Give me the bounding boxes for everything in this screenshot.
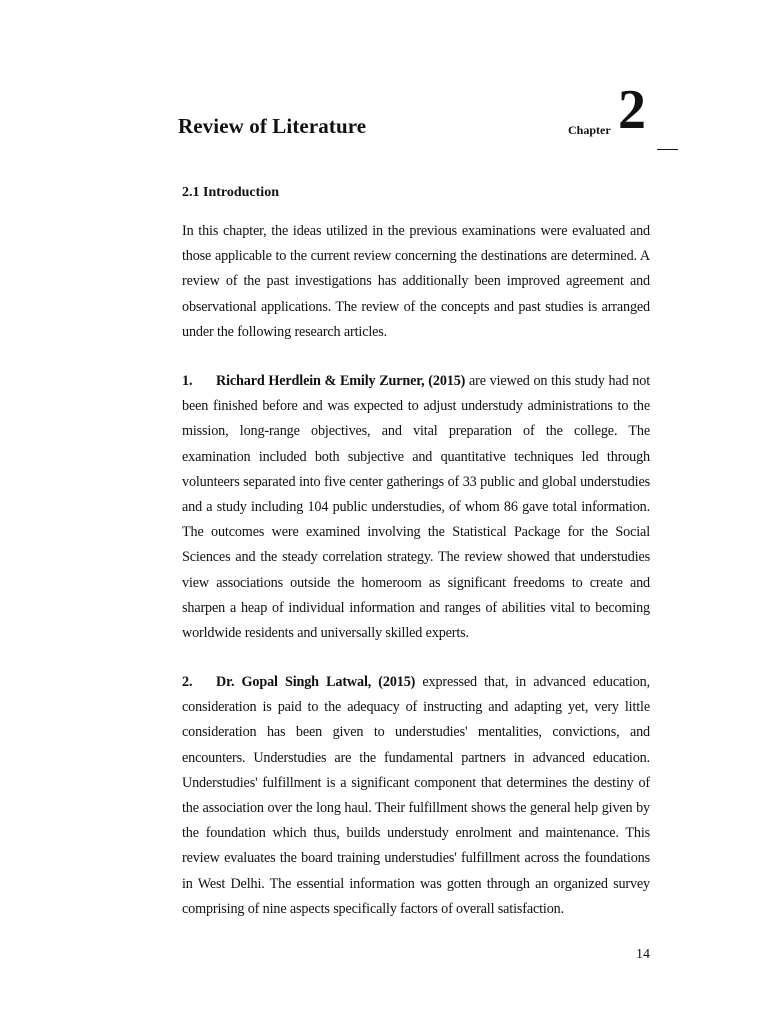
item-text: expressed that, in advanced education, consideration is paid to the adequacy of instructing and adapting yet, very little consideration has been given to understudies' mentalities, convictions, and encounters. Understudies are the fundamental partners in advanced education. Understudies' fulfillment is a significant component that determines the destiny of the association over the long haul. Their fulfillment shows the general help given by the foundation which thus, builds understudy enrolment and maintenance. This review evaluates the board training understudies' fulfillment across the foundations in West Delhi. The essential information was gotten through an organized survey comprising of nine aspects specifically factors of overall satisfaction. — [182, 674, 650, 917]
section-heading: 2.1 Introduction — [182, 185, 279, 200]
chapter-rule — [657, 149, 678, 150]
page-number: 14 — [636, 947, 650, 962]
item-text: are viewed on this study had not been finished before and was expected to adjust understudy administrations to the mission, long-range objectives, and vital preparation of the college. The examination included both subjective and quantitative techniques led through volunteers separated into five center gatherings of 33 public and global understudies and a study including 104 public understudies, of whom 86 gave total information. The outcomes were examined involving the Statistical Package for the Social Sciences and the steady correlation strategy. The review showed that understudies view associations outside the homeroom as significant freedoms to create and sharpen a heap of individual information and ranges of abilities vital to becoming worldwide residents and universally skilled experts. — [182, 373, 650, 642]
chapter-label: Chapter — [568, 123, 611, 137]
item-author: Richard Herdlein & Emily Zurner, (2015) — [216, 373, 466, 389]
chapter-number: 2 — [618, 79, 646, 141]
item-author: Dr. Gopal Singh Latwal, (2015) — [216, 674, 416, 690]
intro-paragraph: In this chapter, the ideas utilized in the previous examinations were evaluated and those applicable to the current review concerning the destinations are determined. A review of the past investigations has additionally been improved agreement and observational applications. The review of the concepts and past studies is arranged under the following research articles. — [182, 223, 650, 340]
literature-item-1 — [182, 369, 650, 646]
literature-item-2 — [182, 670, 650, 922]
page-title: Review of Literature — [178, 114, 367, 138]
item-number: 1. — [182, 373, 193, 389]
item-number: 2. — [182, 674, 193, 690]
